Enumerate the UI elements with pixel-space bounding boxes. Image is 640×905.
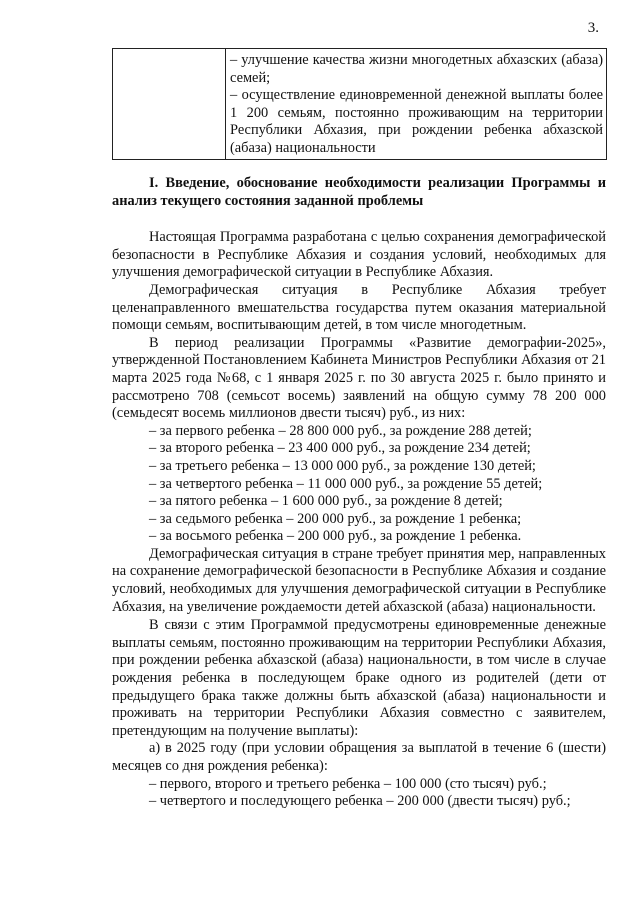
births-list xyxy=(112,423,606,546)
table-row xyxy=(113,49,607,160)
list-item: – за пятого ребенка – 1 600 000 руб., за рождение 8 детей; xyxy=(149,493,503,510)
payments-list xyxy=(112,776,606,811)
list-item: – за второго ребенка – 23 400 000 руб., за рождение 234 детей; xyxy=(149,440,531,457)
paragraph-situation: Демографическая ситуация в Республике Абхазия требует целенаправленного вмешательства государства путем оказания материальной помощи семьям, воспитывающим детей, в том числе многодетным. xyxy=(112,281,606,334)
goals-table xyxy=(112,48,607,160)
page-number: 3. xyxy=(587,20,599,36)
table-empty-cell xyxy=(113,49,226,160)
document-body xyxy=(112,175,606,811)
list-item: – первого, второго и третьего ребенка – 100 000 (сто тысяч) руб.; xyxy=(149,775,547,792)
paragraph-purpose: Настоящая Программа разработана с целью сохранения демографической безопасности в Республике Абхазия и создания условий, необходимых для улучшения демографической ситуации в Республике Абхазия. xyxy=(112,229,606,281)
list-item: – четвертого и последующего ребенка – 200 000 (двести тысяч) руб.; xyxy=(149,793,571,810)
paragraph-measures: Демографическая ситуация в стране требует принятия мер, направленных на сохранение демографической безопасности в Республике Абхазия и создание условий, необходимых для улучшения демографической ситуации в Республике Абхазия, на увеличение рождаемости детей абхазской (абаза) национальности. xyxy=(112,545,606,615)
table-goals-cell xyxy=(226,49,607,160)
paragraph-2025: а) в 2025 году (при условии обращения за выплатой в течение 6 (шести) месяцев со дня рождения ребенка): xyxy=(112,740,606,774)
list-item: – за третьего ребенка – 13 000 000 руб., за рождение 130 детей; xyxy=(149,457,536,474)
list-item: – за восьмого ребенка – 200 000 руб., за рождение 1 ребенка. xyxy=(149,528,522,545)
section-heading: I. Введение, обоснование необходимости реализации Программы и анализ текущего состояния заданной проблемы xyxy=(112,175,606,209)
goal-item: – осуществление единовременной денежной выплаты более 1 200 семьям, постоянно проживающим на территории Республики Абхазия, при рождении ребенка абхазской (абаза) национальности xyxy=(230,87,603,156)
list-item: – за четвертого ребенка – 11 000 000 руб., за рождение 55 детей; xyxy=(149,475,543,492)
list-item: – за первого ребенка – 28 800 000 руб., за рождение 288 детей; xyxy=(149,422,532,439)
paragraph-statistics: В период реализации Программы «Развитие демографии-2025», утвержденной Постановлением Кабинета Министров Республики Абхазия от 21 марта 2025 года №68, с 1 января 2025 г. по 30 августа 2025 г. было принято и рассмотрено 708 (семьсот восемь) заявлений на общую сумму 78 200 000 (семьдесят восемь миллионов двести тысяч) руб., из них: xyxy=(112,334,606,422)
goal-item: – улучшение качества жизни многодетных абхазских (абаза) семей; xyxy=(230,52,603,86)
list-item: – за седьмого ребенка – 200 000 руб., за рождение 1 ребенка; xyxy=(149,510,522,527)
paragraph-payments: В связи с этим Программой предусмотрены единовременные денежные выплаты семьям, постоянно проживающим на территории Республики Абхазия, при рождении ребенка абхазской (абаза) национальности, в том числе в случае рождения ребенка в последующем браке одного из родителей (дети от предыдущего брака также должны быть абхазской (абаза) национальности и проживать на территории Республики Абхазия совместно с заявителем, претендующим на получение выплаты): xyxy=(112,617,606,739)
